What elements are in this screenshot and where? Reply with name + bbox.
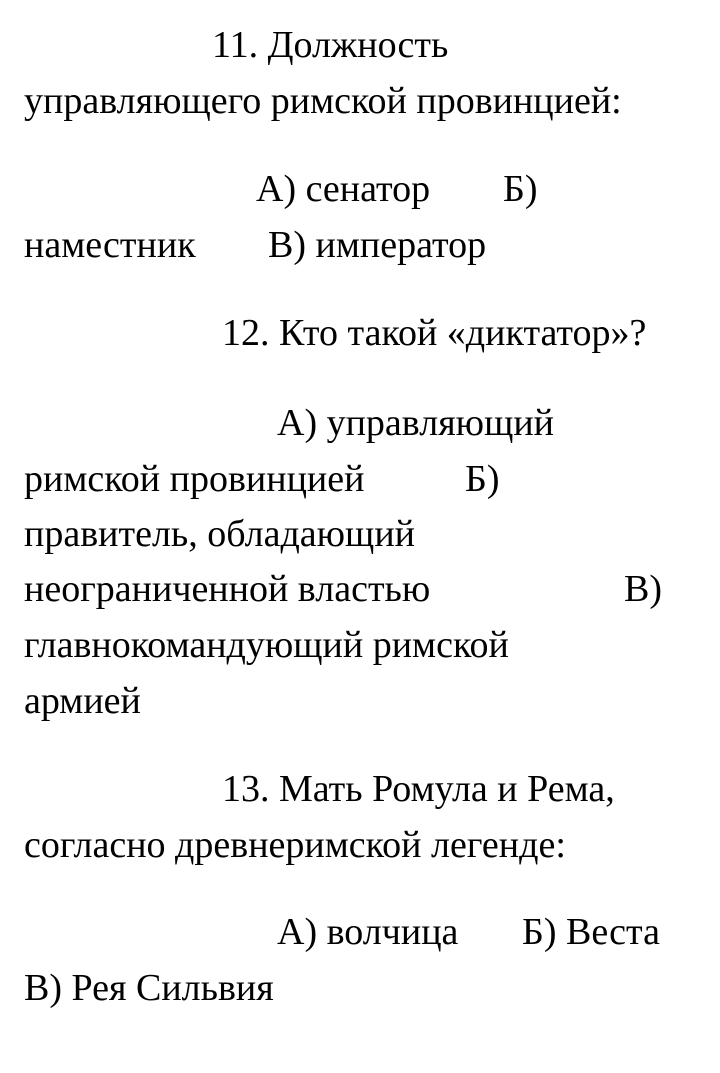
answer-11-b-text: наместник — [24, 224, 196, 266]
answer-12-c-marker: В) — [624, 568, 662, 610]
answer-12-b-text-line-2: неограниченной властью — [24, 568, 431, 610]
answer-13-b: Б) Веста — [522, 911, 660, 953]
question-11-text-line-1: 11. Должность — [212, 24, 449, 66]
question-13-text-line-1: 13. Мать Ромула и Рема, — [222, 768, 615, 810]
answer-12-c-text-line-1: главнокомандующий римской — [24, 624, 509, 666]
answer-11-c: В) император — [268, 224, 487, 266]
answer-11-a: А) сенатор — [256, 168, 431, 210]
question-11-text-line-2: управляющего римской провинцией: — [24, 80, 622, 122]
question-12-text-line-1: 12. Кто такой «диктатор»? — [222, 312, 647, 354]
answer-13-c: В) Рея Сильвия — [24, 967, 274, 1009]
answer-12-c-text-line-2: армией — [24, 680, 141, 722]
answer-13-a: А) волчица — [277, 911, 459, 953]
answer-12-b-text-line-1: правитель, обладающий — [24, 513, 415, 555]
answer-12-a-cont: римской провинцией — [24, 458, 365, 500]
answer-11-b-marker: Б) — [503, 168, 538, 210]
answer-12-b-marker: Б) — [465, 458, 500, 500]
question-13-text-line-2: согласно древнеримской легенде: — [24, 824, 566, 866]
answer-12-a: А) управляющий — [277, 402, 555, 444]
